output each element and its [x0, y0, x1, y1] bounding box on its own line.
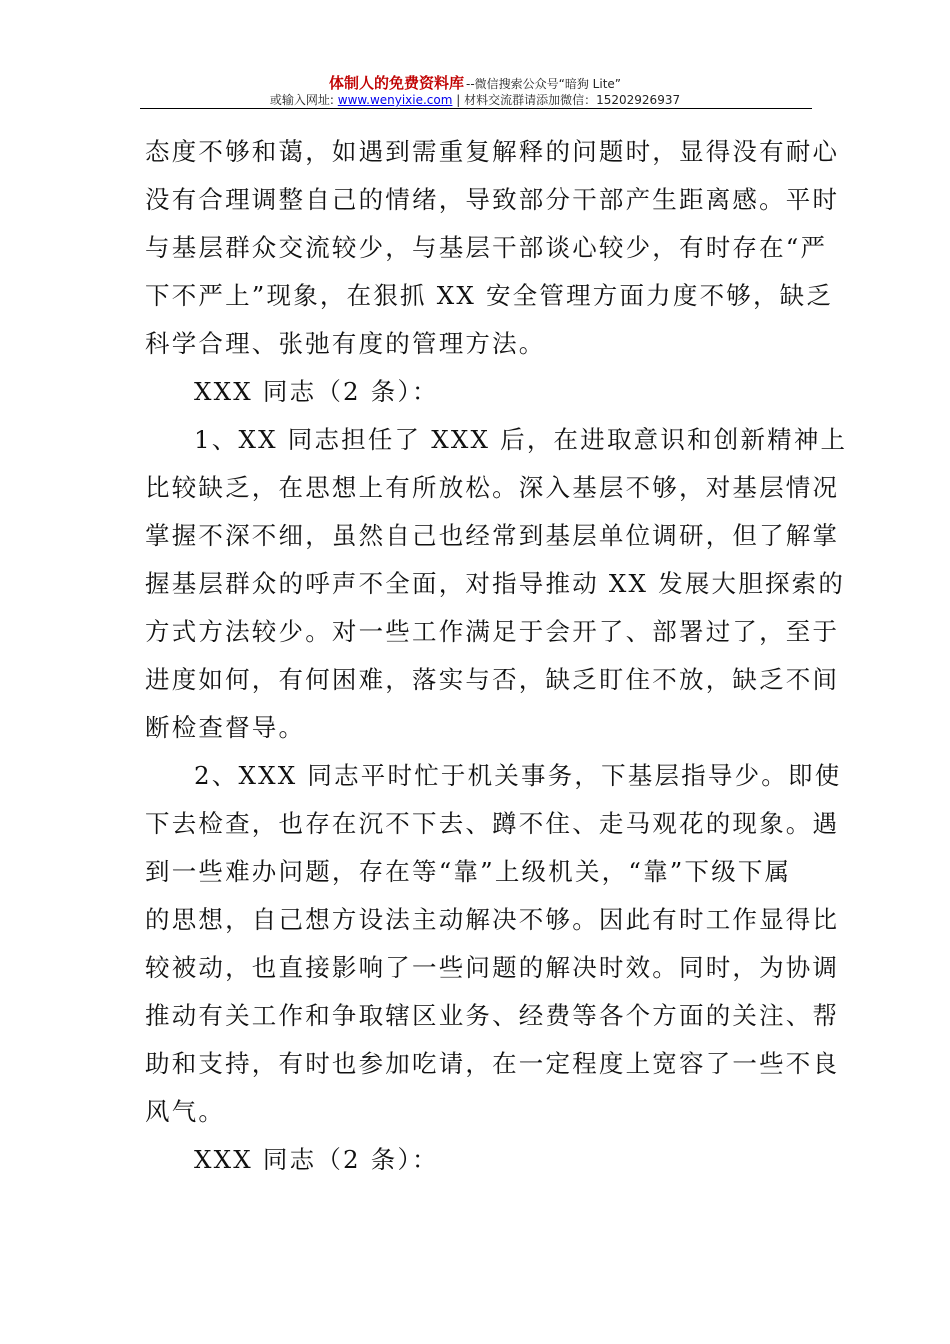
text-line: 进度如何，有何困难，落实与否，缺乏盯住不放，缺乏不间	[145, 665, 840, 694]
text-line: 2、XXX 同志平时忙于机关事务，下基层指导少。即使	[194, 761, 842, 790]
header-title-line	[0, 72, 950, 93]
header-tagline: --微信搜索公众号“暗狗 Lite”	[465, 77, 622, 91]
document-body	[145, 128, 848, 1184]
text-line: 断检查督导。	[145, 713, 306, 742]
text-line: 下不严上”现象，在狠抓 XX 安全管理方面力度不够，缺乏	[145, 281, 834, 310]
text-line: 风气。	[145, 1097, 226, 1126]
text-line: 与基层群众交流较少，与基层干部谈心较少，有时存在“严	[145, 233, 828, 262]
contact-info: | 材料交流群请添加微信：15202926937	[452, 93, 681, 107]
text-line: 态度不够和蔼，如遇到需重复解释的问题时，显得没有耐心	[145, 137, 840, 166]
site-name: 体制人的免费资料库	[328, 74, 464, 92]
text-line: 下去检查，也存在沉不下去、蹲不住、走马观花的现象。遇	[145, 809, 840, 838]
text-line: 推动有关工作和争取辖区业务、经费等各个方面的关注、帮	[145, 1001, 840, 1030]
text-line: 方式方法较少。对一些工作满足于会开了、部署过了，至于	[145, 617, 840, 646]
text-line: 掌握不深不细，虽然自己也经常到基层单位调研，但了解掌	[145, 521, 840, 550]
text-line: 到一些难办问题，存在等“靠”上级机关，“靠”下级下属	[145, 857, 792, 886]
text-line: 1、XX 同志担任了 XXX 后，在进取意识和创新精神上	[194, 425, 848, 454]
section-heading: XXX 同志（2 条）：	[194, 1145, 439, 1174]
website-link[interactable]: www.wenyixie.com	[337, 93, 453, 107]
text-line: 较被动，也直接影响了一些问题的解决时效。同时，为协调	[145, 953, 840, 982]
text-line: 的思想，自己想方设法主动解决不够。因此有时工作显得比	[145, 905, 840, 934]
text-line: 助和支持，有时也参加吃请，在一定程度上宽容了一些不良	[145, 1049, 840, 1078]
text-line: 握基层群众的呼声不全面，对指导推动 XX 发展大胆探索的	[145, 569, 846, 598]
url-prefix: 或输入网址:	[269, 93, 334, 107]
header-contact-line	[0, 91, 950, 108]
section-heading: XXX 同志（2 条）：	[194, 377, 439, 406]
header-divider	[140, 108, 812, 109]
text-line: 没有合理调整自己的情绪，导致部分干部产生距离感。平时	[145, 185, 840, 214]
text-line: 科学合理、张弛有度的管理方法。	[145, 329, 546, 358]
text-line: 比较缺乏，在思想上有所放松。深入基层不够，对基层情况	[145, 473, 840, 502]
